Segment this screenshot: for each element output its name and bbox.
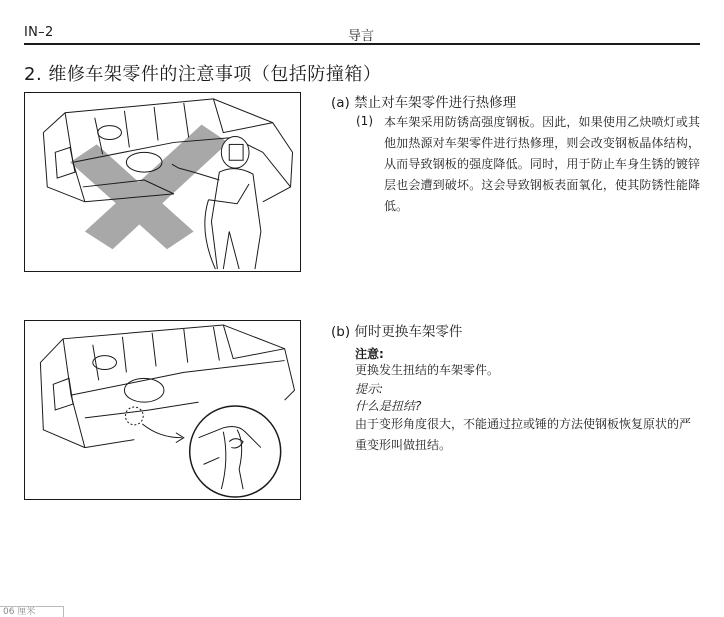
kink-figure: [24, 320, 301, 500]
item-number: (1): [356, 114, 373, 128]
page-code: IN–2: [24, 25, 54, 40]
zoom-arrow: [142, 424, 184, 443]
kink-detail-magnifier: [190, 406, 281, 497]
hint-question: 什么是扭结?: [355, 399, 422, 413]
hint-label: 提示:: [355, 382, 384, 396]
footer-text: 06 厘米: [0, 606, 64, 617]
prohibition-x-icon: [70, 125, 228, 250]
welding-illustration: [25, 93, 300, 271]
welding-prohibition-figure: [24, 92, 301, 272]
item-text: 本车架采用防锈高强度钢板。因此，如果使用乙炔喷灯或其他加热源对车架零件进行热修理，则会改变钢板晶体结构，从而导致钢板的强度降低。同时，用于防止车身生锈的镀锌层也会遭到破坏。这会导致钢板表面氧化，使其防锈性能降低。: [384, 115, 700, 213]
header-divider: [24, 43, 700, 45]
caution-text: 更换发生扭结的车架零件。: [355, 363, 500, 377]
part-b-heading: (b) 何时更换车架零件: [331, 324, 463, 340]
hint-answer: 由于变形角度很大，不能通过拉或锤的方法使钢板恢复原状的严重变形叫做扭结。: [355, 417, 692, 452]
caution-label: 注意:: [355, 347, 384, 361]
header-section-title: 导言: [348, 29, 375, 44]
kink-illustration: [25, 321, 300, 499]
section-title: 2. 维修车架零件的注意事项（包括防撞箱）: [24, 64, 382, 85]
part-a-heading: (a) 禁止对车架零件进行热修理: [331, 95, 517, 111]
